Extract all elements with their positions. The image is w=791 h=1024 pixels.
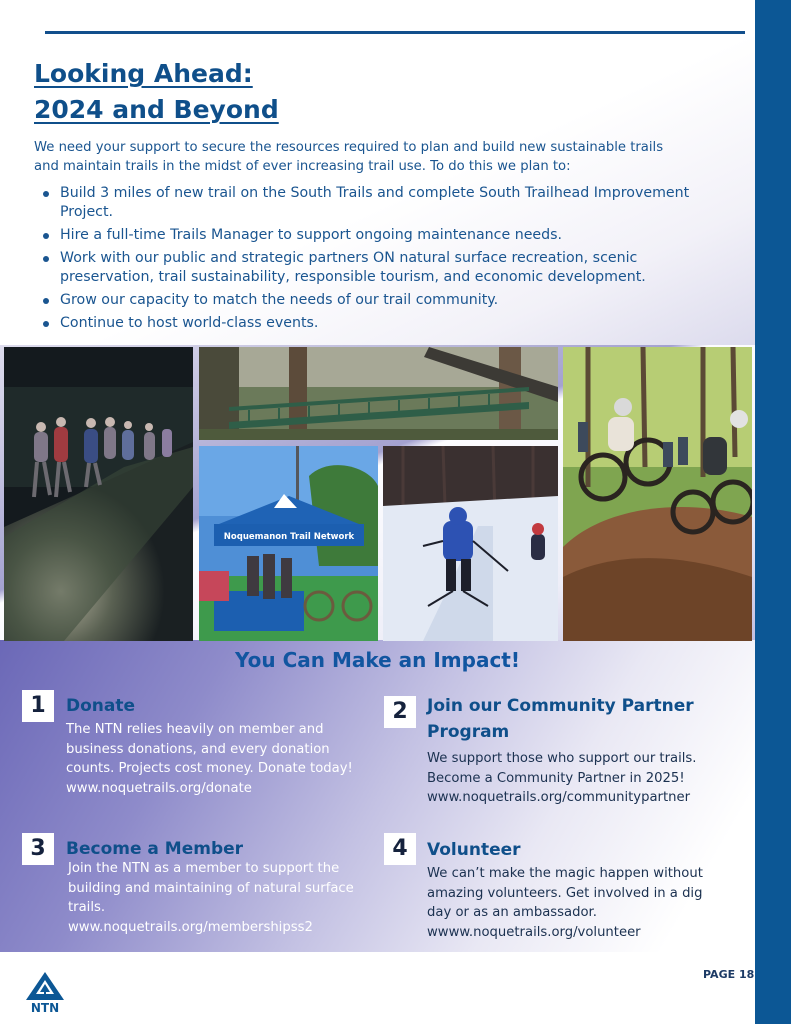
step-body: The NTN relies heavily on member and business donations, and every donation counts. Projects cost money. Donate today!	[66, 722, 353, 777]
step-title: Donate	[66, 696, 136, 716]
impact-heading: You Can Make an Impact!	[235, 648, 520, 672]
step-number: 1	[22, 690, 54, 722]
page-title	[34, 56, 279, 128]
plan-item: Hire a full-time Trails Manager to support ongoing maintenance needs.	[42, 226, 702, 245]
logo-text: NTN	[30, 1001, 60, 1015]
photo-mountain-bikers	[563, 347, 752, 641]
step-number: 3	[22, 833, 54, 865]
photo-skiers	[383, 446, 558, 641]
volunteer-link[interactable]: wwww.noquetrails.org/volunteer	[427, 925, 641, 940]
community-partner-link[interactable]: www.noquetrails.org/communitypartner	[427, 790, 691, 805]
step-body: We can’t make the magic happen without amazing volunteers. Get involved in a dig day or as an ambassador.	[427, 866, 703, 921]
title-line-2: 2024 and Beyond	[34, 95, 279, 124]
step-number: 2	[384, 696, 416, 728]
step-title: Become a Member	[66, 839, 244, 859]
step-volunteer	[384, 833, 744, 943]
page-number: PAGE 18	[703, 968, 755, 981]
plan-item: Continue to host world-class events.	[42, 314, 702, 333]
step-body: Join the NTN as a member to support the building and maintaining of natural surface trails.	[68, 861, 354, 916]
plan-item: Build 3 miles of new trail on the South Trails and complete South Trailhead Improvement Project.	[42, 184, 702, 222]
plan-item: Grow our capacity to match the needs of our trail community.	[42, 291, 702, 310]
photo-event-tent	[199, 446, 378, 641]
step-donate	[22, 690, 372, 810]
title-line-1: Looking Ahead:	[34, 59, 253, 88]
membership-link[interactable]: www.noquetrails.org/membershipss2	[68, 920, 313, 935]
footer-background	[0, 952, 755, 1024]
top-rule	[45, 31, 745, 34]
step-community-partner	[384, 692, 744, 812]
step-member	[22, 833, 372, 943]
donate-link[interactable]: www.noquetrails.org/donate	[66, 781, 252, 796]
photo-trail-bridge	[199, 347, 558, 440]
tent-image	[199, 446, 378, 641]
skiers-image	[383, 446, 558, 641]
right-side-bar	[755, 0, 791, 1024]
tent-banner-text: Noquemanon Trail Network	[223, 532, 355, 542]
plan-item: Work with our public and strategic partners ON natural surface recreation, scenic preservation, trail sustainability, responsible tourism, and economic development.	[42, 249, 702, 287]
step-title: Volunteer	[427, 840, 521, 860]
photo-night-runners	[4, 347, 193, 641]
bridge-image	[199, 347, 558, 440]
plan-list	[42, 184, 702, 337]
intro-paragraph: We need your support to secure the resources required to plan and build new sustainable trails and maintain trails in the midst of ever increasing trail use. To do this we plan to:	[34, 140, 664, 174]
step-title: Join our Community Partner Program	[427, 696, 694, 742]
night-runners-image	[4, 347, 193, 641]
bikers-image	[563, 347, 752, 641]
step-body: We support those who support our trails. Become a Community Partner in 2025!	[427, 751, 697, 786]
step-number: 4	[384, 833, 416, 865]
